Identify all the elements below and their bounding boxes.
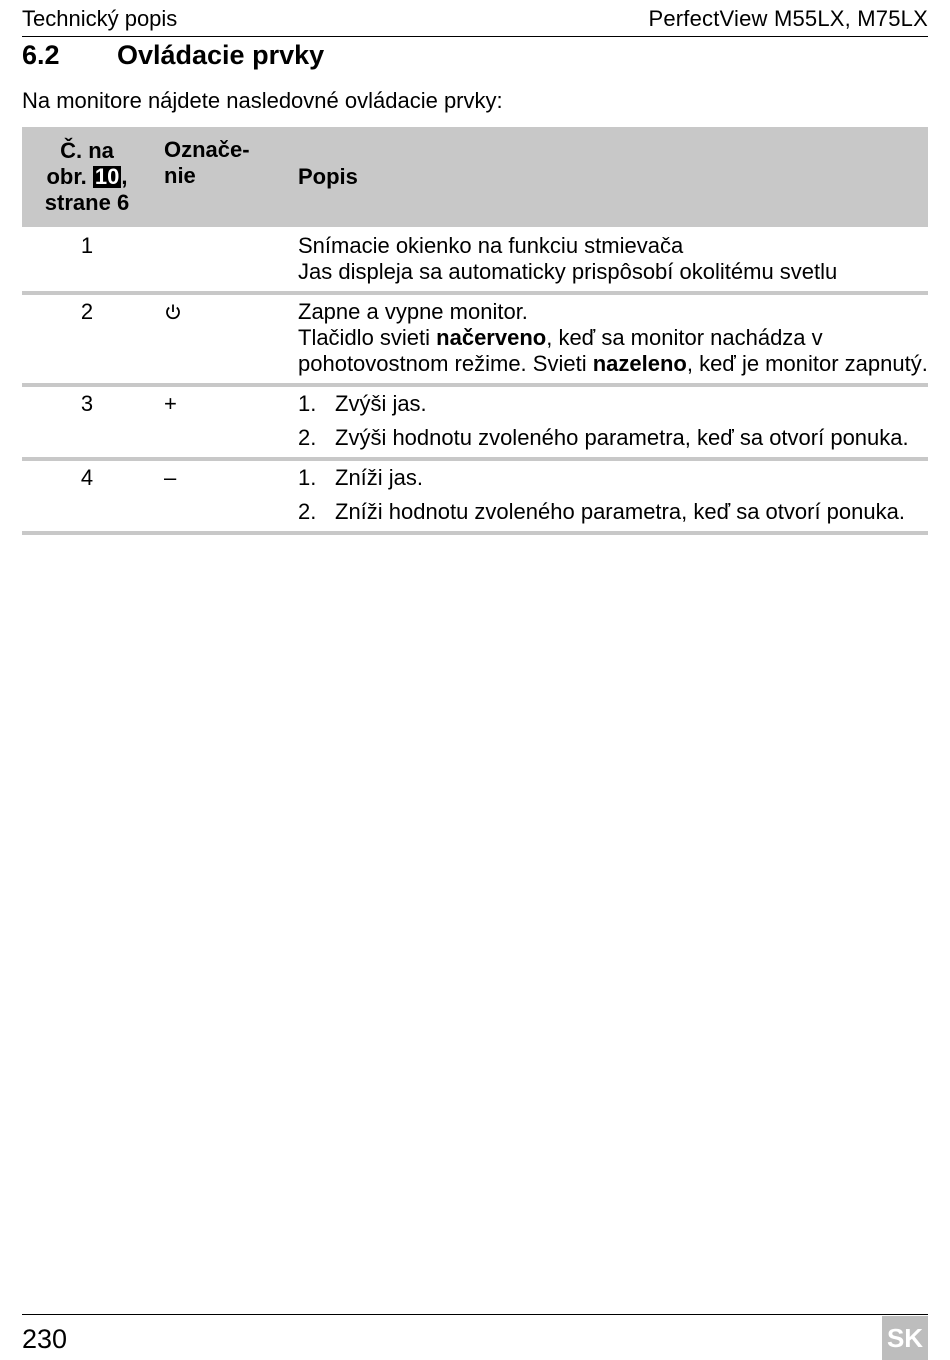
header-col-description: Popis	[298, 127, 928, 227]
row-number: 3	[22, 385, 152, 459]
header-col-number: Č. na obr. 10, strane 6	[22, 127, 152, 227]
red-text: načerveno	[436, 325, 547, 350]
page-number: 230	[22, 1324, 68, 1354]
header-product: PerfectView M55LX, M75LX	[648, 6, 928, 31]
row-number: 1	[22, 227, 152, 293]
list-item: 2. Zvýši hodnotu zvoleného parametra, keď sa otvorí ponuka.	[298, 425, 909, 450]
power-icon	[164, 303, 182, 321]
table-row	[22, 293, 928, 385]
table-row	[22, 227, 928, 293]
green-text: nazeleno	[592, 351, 687, 376]
table-row	[22, 385, 928, 459]
section-number: 6.2	[22, 40, 60, 70]
row-description	[298, 385, 928, 459]
table-header-row	[22, 127, 928, 227]
language-badge: SK	[882, 1316, 928, 1360]
row-description	[298, 459, 928, 533]
controls-table	[22, 127, 928, 535]
row-number: 2	[22, 293, 152, 385]
row-label: +	[152, 385, 298, 459]
header-col-label: Označe-nie	[152, 127, 298, 227]
section-title: Ovládacie prvky	[117, 40, 325, 70]
row-label: –	[152, 459, 298, 533]
list-item: 1. Zníži jas.	[298, 465, 424, 490]
list-item: 2. Zníži hodnotu zvoleného parametra, keď sa otvorí ponuka.	[298, 499, 905, 524]
row-number: 4	[22, 459, 152, 533]
row-label	[152, 227, 298, 293]
row-description: Snímacie okienko na funkciu stmievača Jas displeja sa automaticky prispôsobí okolitému svetlu	[298, 227, 928, 293]
row-description: Zapne a vypne monitor. Tlačidlo svieti načerveno, keď sa monitor nachádza v pohotovostnom režime. Svieti nazeleno, keď je monitor zapnutý.	[298, 293, 928, 385]
page-header	[22, 4, 928, 37]
list-item: 1. Zvýši jas.	[298, 391, 427, 416]
section-heading	[22, 40, 324, 71]
table-row	[22, 459, 928, 533]
row-label	[152, 293, 298, 385]
header-chapter: Technický popis	[22, 6, 178, 31]
figure-ref-badge: 10	[94, 164, 120, 189]
intro-text: Na monitore nájdete nasledovné ovládacie prvky:	[22, 88, 503, 113]
footer-divider	[22, 1314, 928, 1315]
